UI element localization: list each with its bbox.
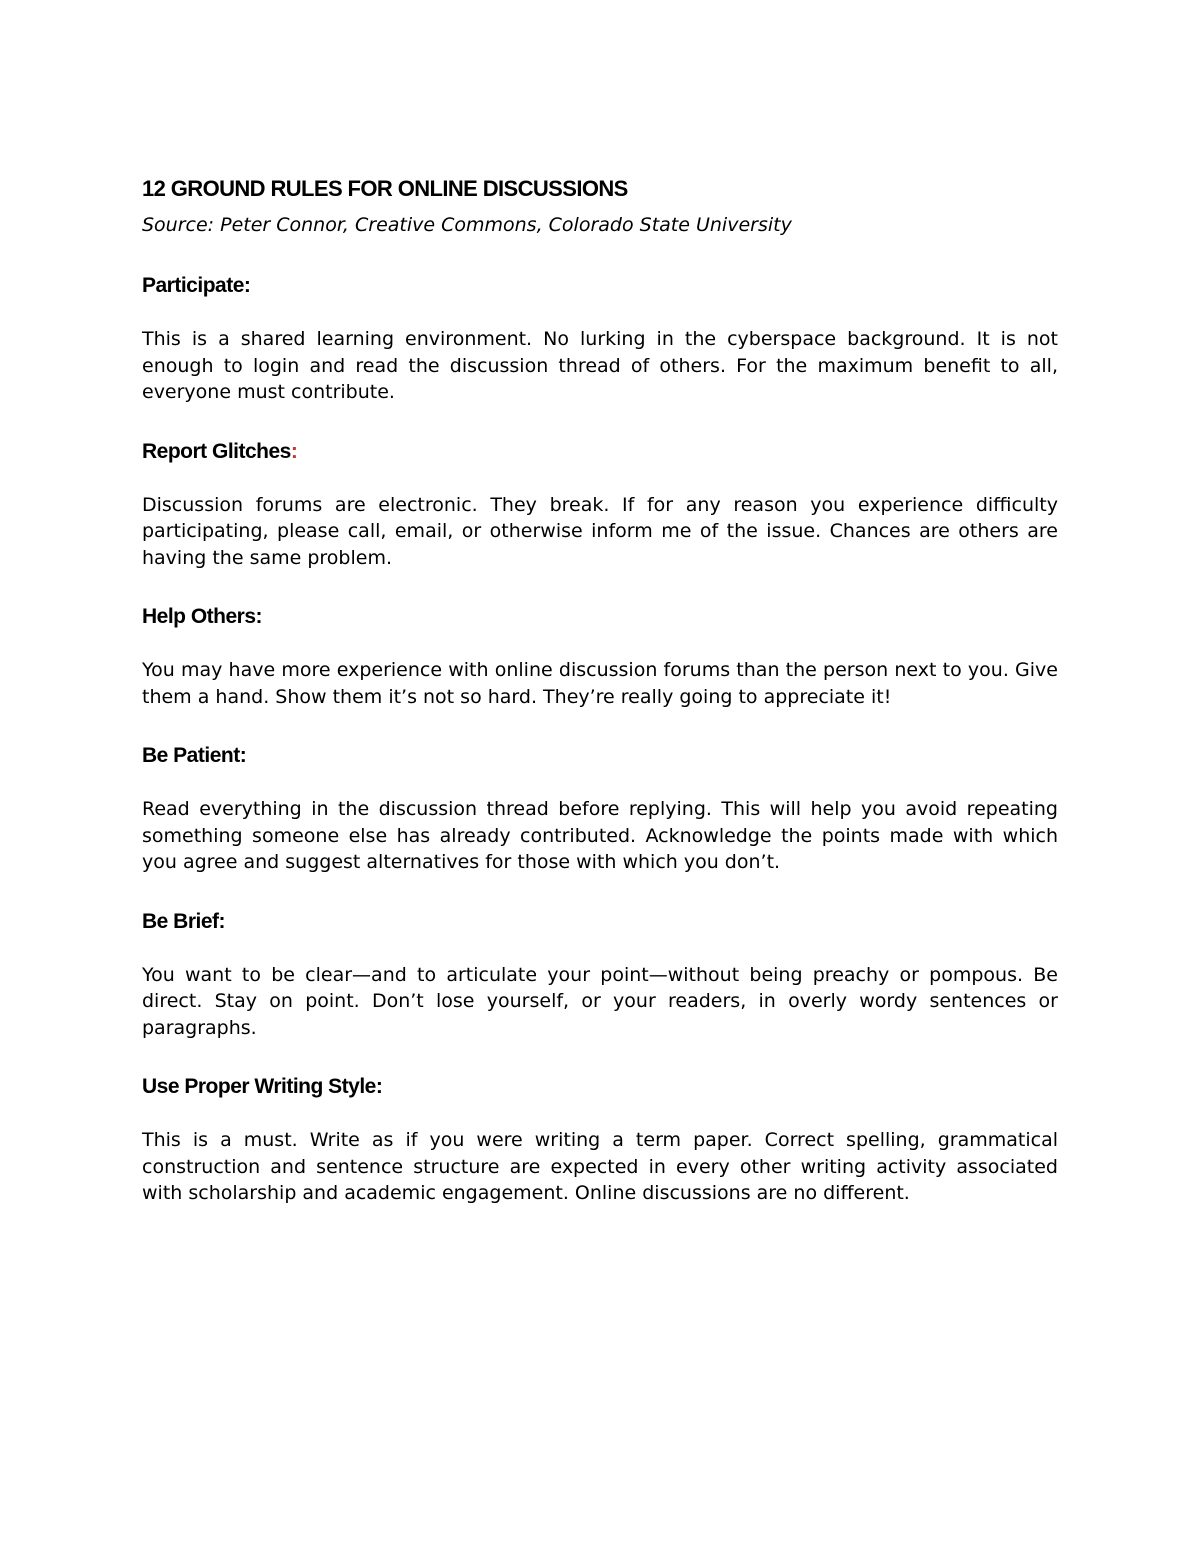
- section-heading-text: Report Glitches: [142, 439, 291, 463]
- section-body: Read everything in the discussion thread before replying. This will help you avoid repeating something someone else has already contributed. Acknowledge the points made with which you agree and suggest alternatives for those with which you don’t.: [142, 798, 1058, 873]
- document-title: 12 GROUND RULES FOR ONLINE DISCUSSIONS: [142, 176, 628, 201]
- section-report-glitches: [142, 438, 1058, 572]
- section-participate: [142, 272, 1058, 406]
- section-body: You want to be clear—and to articulate your point—without being preachy or pompous. Be direct. Stay on point. Don’t lose yourself, or your readers, in overly wordy sentences or paragraphs.: [142, 963, 1058, 1039]
- section-body: This is a must. Write as if you were writing a term paper. Correct spelling, grammatical construction and sentence structure are expected in every other writing activity associated with scholarship and academic engagement. Online discussions are no different.: [142, 1129, 1058, 1204]
- section-heading: [142, 438, 1058, 466]
- section-body: This is a shared learning environment. No lurking in the cyberspace background. It is not enough to login and read the discussion thread of others. For the maximum benefit to all, everyone must contribute.: [142, 328, 1058, 403]
- section-be-patient: [142, 742, 1058, 876]
- section-help-others: [142, 603, 1058, 710]
- section-writing-style: [142, 1073, 1058, 1207]
- document-source: Source: Peter Connor, Creative Commons, Colorado State University: [142, 214, 792, 236]
- section-heading: Participate:: [142, 274, 251, 297]
- document-content: [142, 174, 1058, 1239]
- section-be-brief: [142, 908, 1058, 1042]
- section-heading-colon: :: [290, 439, 298, 463]
- section-heading: Help Others:: [142, 605, 263, 628]
- section-body: You may have more experience with online discussion forums than the person next to you. Give them a hand. Show them it’s not so hard. They’re really going to appreciate it!: [142, 659, 1058, 708]
- section-heading: Be Patient:: [142, 744, 247, 767]
- section-heading: Use Proper Writing Style:: [142, 1075, 383, 1098]
- section-body: Discussion forums are electronic. They break. If for any reason you experience difficulty participating, please call, email, or otherwise inform me of the issue. Chances are others are having the same problem.: [142, 493, 1058, 569]
- section-heading: Be Brief:: [142, 909, 226, 933]
